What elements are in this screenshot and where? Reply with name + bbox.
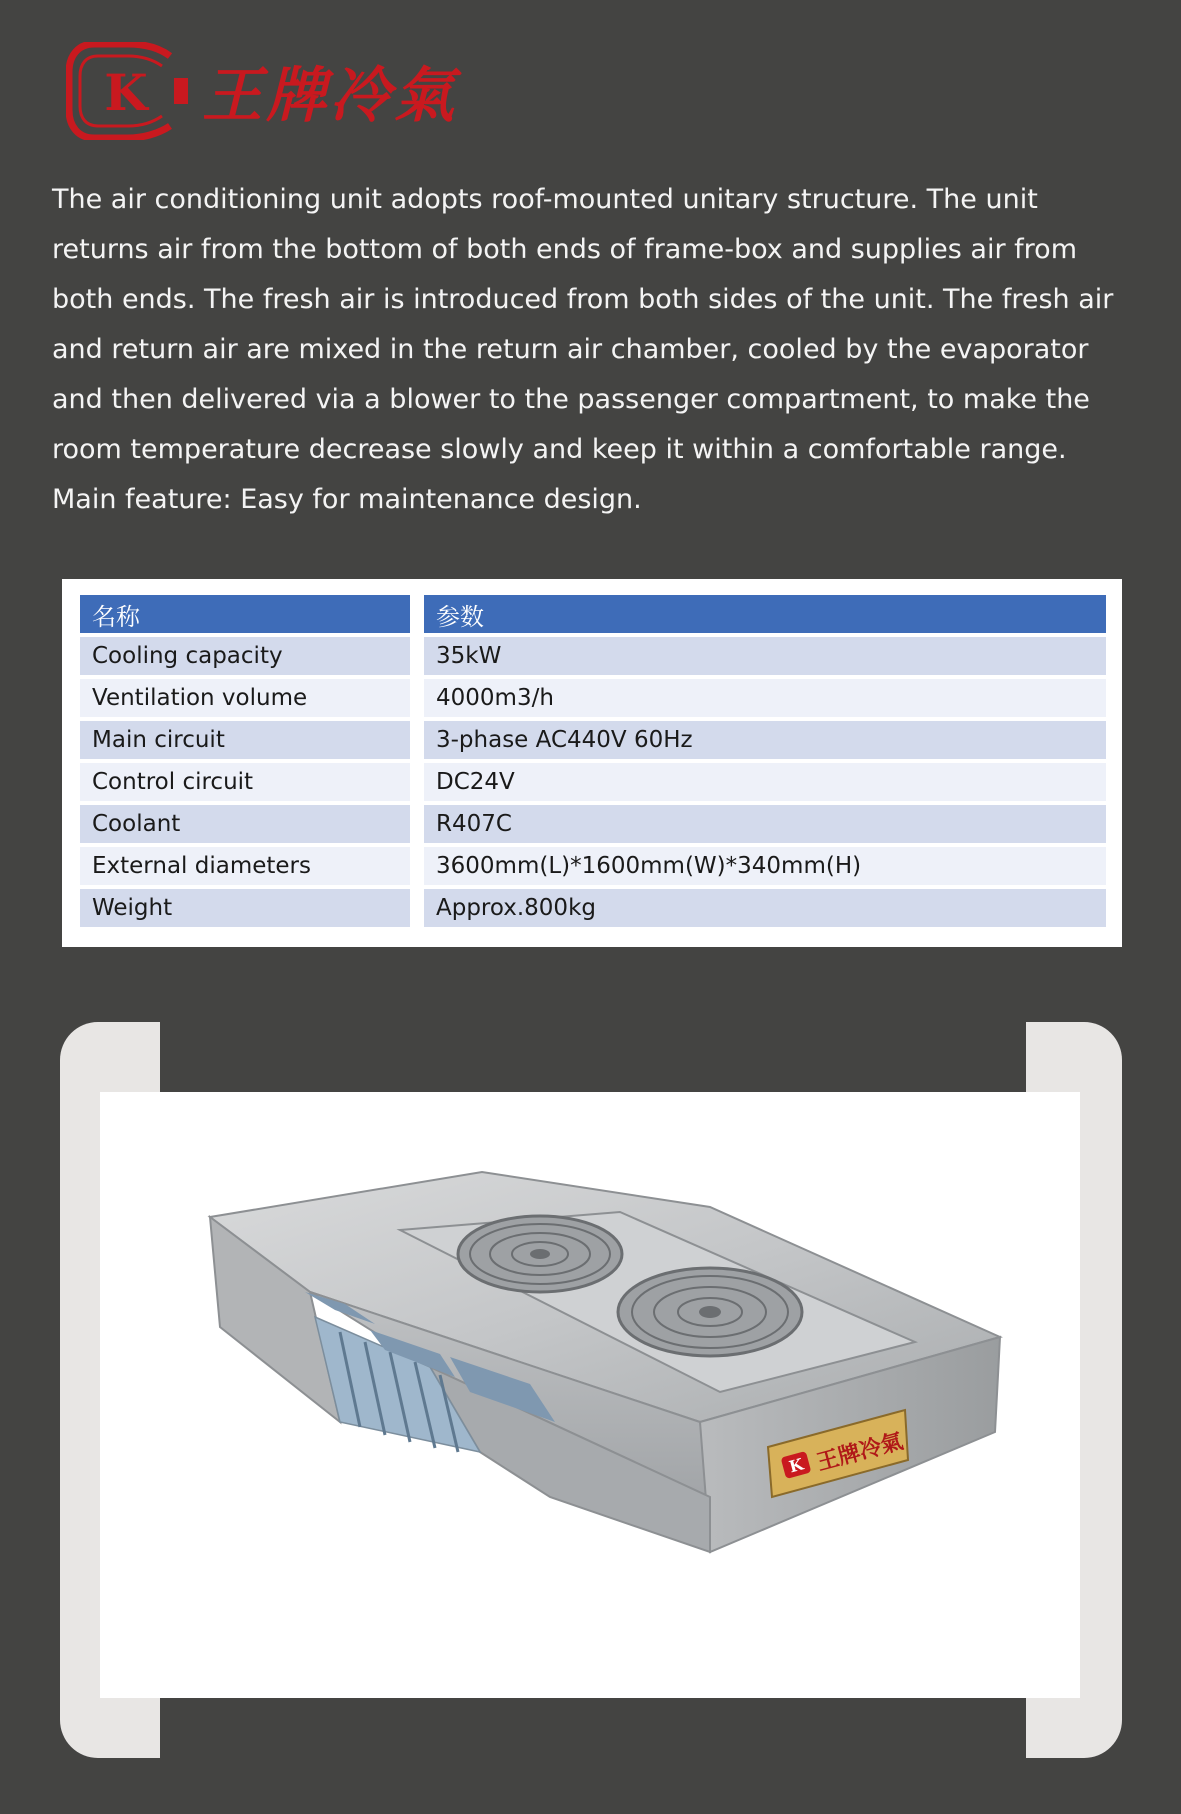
svg-text:K: K	[786, 1454, 806, 1477]
fan-icon	[618, 1268, 802, 1356]
product-photo	[100, 1092, 1080, 1698]
main-feature: Main feature: Easy for maintenance design.	[52, 484, 642, 515]
table-row	[80, 637, 1106, 675]
header-name: 名称	[80, 595, 410, 633]
spec-label: Coolant	[80, 805, 410, 843]
table-row	[80, 679, 1106, 717]
spec-table-header	[80, 595, 1106, 633]
fan-icon	[458, 1216, 622, 1292]
table-row	[80, 805, 1106, 843]
brand-logo-mark-icon	[66, 42, 190, 140]
spec-label: External diameters	[80, 847, 410, 885]
svg-text:王牌冷氣: 王牌冷氣	[814, 1428, 906, 1476]
spec-label: Control circuit	[80, 763, 410, 801]
air-conditioner-unit-illustration	[100, 1092, 1080, 1698]
spec-table-card	[62, 579, 1122, 947]
description-paragraph: The air conditioning unit adopts roof-mounted unitary structure. The unit returns air from the bottom of both ends of frame-box and supplies air from both ends. The fresh air is introduced from both sides of the unit. The fresh air and return air are mixed in the return air chamber, cooled by the evaporator and then delivered via a blower to the passenger compartment, to make the room temperature decrease slowly and keep it within a comfortable range.	[52, 184, 1114, 465]
brand-name: 王牌冷氣	[202, 61, 458, 131]
brand-logo	[66, 42, 458, 140]
table-row	[80, 847, 1106, 885]
spec-value: Approx.800kg	[424, 889, 1106, 927]
spec-label: Ventilation volume	[80, 679, 410, 717]
spec-value: 3600mm(L)*1600mm(W)*340mm(H)	[424, 847, 1106, 885]
table-row	[80, 763, 1106, 801]
table-row	[80, 889, 1106, 927]
description	[52, 175, 1142, 525]
header-parameter: 参数	[424, 595, 1106, 633]
spec-value: R407C	[424, 805, 1106, 843]
svg-text:K: K	[104, 63, 148, 122]
spec-label: Weight	[80, 889, 410, 927]
table-row	[80, 721, 1106, 759]
spec-label: Cooling capacity	[80, 637, 410, 675]
spec-label: Main circuit	[80, 721, 410, 759]
product-photo-frame	[60, 1022, 1122, 1758]
spec-value: 3-phase AC440V 60Hz	[424, 721, 1106, 759]
spec-table	[80, 591, 1106, 931]
spec-value: 4000m3/h	[424, 679, 1106, 717]
spec-value: DC24V	[424, 763, 1106, 801]
spec-value: 35kW	[424, 637, 1106, 675]
